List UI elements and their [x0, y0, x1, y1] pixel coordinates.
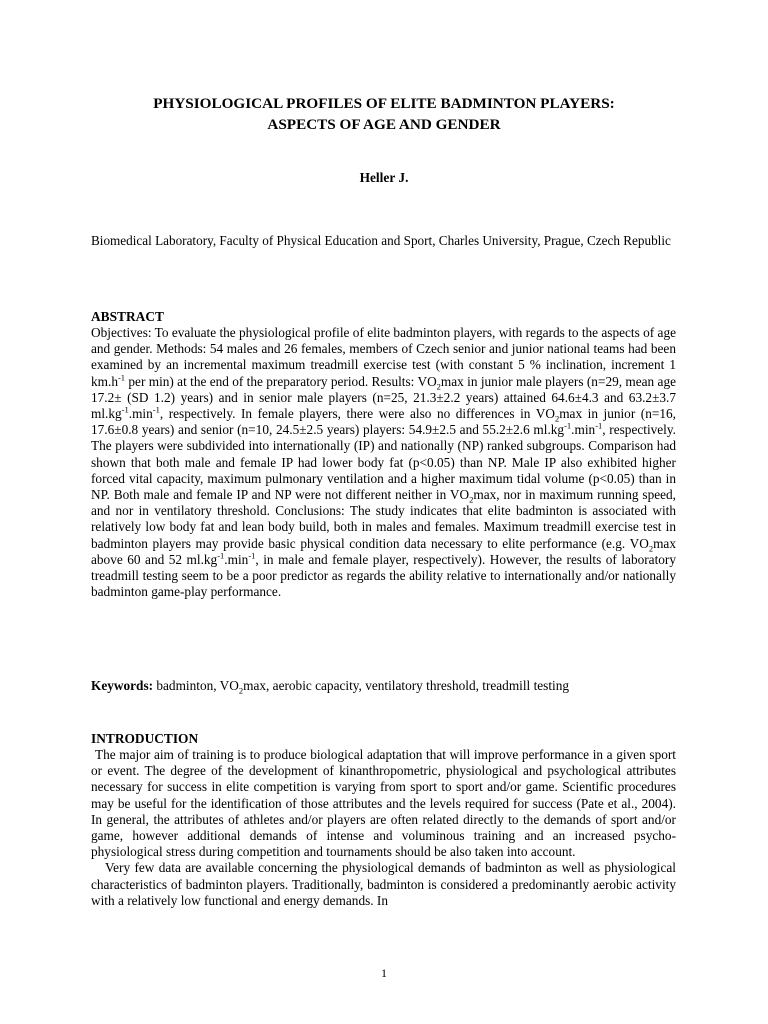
introduction-heading: INTRODUCTION: [91, 731, 199, 746]
abstract-text: Objectives: To evaluate the physiological profile of elite badminton players, with regards to the aspects of age and gender. Methods: 54 males and 26 females, members of Czech senior and junior national teams had been examined by an incremental maximum treadmill exercise test (with constant 5 % inclination, increment 1 $km.h^{-1}$ per min) at the end of the preparatory period. Results: $VO_2\max$ in junior male players (n=29, mean age 17.2± (SD 1.2) years) and in senior male players (n=25, 21.3±2.2 years) attained 64.6±4.3 and 63.2±3.7 $ml.kg^{-1}.\min^{-1}$, respectively. In female players, there were also no differences in $VO_2\max$ in junior (n=16, 17.6±0.8 years) and senior (n=10, 24.5±2.5 years) players: 54.9±2.5 and 55.2±2.6 $ml.kg^{-1}.\min^{-1}$, respectively. The players were subdivided into internationally (IP) and nationally (NP) ranked subgroups. Comparison had shown that both male and female IP had lower body fat (p<0.05) than NP. Male IP also exhibited higher forced vital capacity, maximum pulmonary ventilation and a higher maximum tidal volume (p<0.05) than in NP. Both male and female IP and NP were not different neither in $VO_2\max$, nor in maximum running speed, and nor in ventilatory threshold. Conclusions: The study indicates that elite badminton is associated with relatively low body fat and lean body build, both in males and females. Maximum treadmill exercise test in badminton players may provide basic physical condition data necessary to elite performance (e.g. $VO_2\max$ above 60 and 52 $ml.kg^{-1}.\min^{-1}$, in male and female player, respectively). However, the results of laboratory treadmill testing seem to be a poor predictor as regards the ability relative to internationally and/or nationally badminton game-play performance.: [91, 325, 677, 600]
keywords-label: Keywords:: [91, 678, 154, 693]
title-line-2: ASPECTS OF AGE AND GENDER: [267, 116, 501, 133]
introduction-paragraph-1: The major aim of training is to produce biological adaptation that will improve performance in a given sport or event. The degree of the development of kinanthropometric, physiological and psychological attributes necessary for success in elite competition is varying from sport to sport and/or game. Scientific procedures may be useful for the identification of those attributes and the levels required for success (Pate et al., 2004). In general, the attributes of athletes and/or players are often related directly to the demands of sport and/or game, however additional demands of intense and voluminous training and an increased psycho-physiological stress during competition and tournaments should be also taken into account.: [91, 747, 676, 860]
abstract-heading: ABSTRACT: [91, 309, 164, 324]
page-number: 1: [381, 966, 387, 980]
affiliation: Biomedical Laboratory, Faculty of Physical Education and Sport, Charles University, Prague, Czech Republic: [91, 233, 671, 248]
introduction-paragraph-2: Very few data are available concerning the physiological demands of badminton as well as physiological characteristics of badminton players. Traditionally, badminton is considered a predominantly aerobic activity with a relatively low functional and energy demands. In: [91, 860, 676, 908]
paper-title: [60, 93, 708, 135]
introduction-section: [91, 730, 676, 909]
abstract-section: [91, 308, 676, 600]
keywords-line: Keywords: badminton, $VO_2\max$, aerobic capacity, ventilatory threshold, treadmill testing: [91, 678, 570, 696]
title-line-1: PHYSIOLOGICAL PROFILES OF ELITE BADMINTON PLAYERS:: [153, 95, 615, 112]
author: Heller J.: [359, 170, 409, 185]
